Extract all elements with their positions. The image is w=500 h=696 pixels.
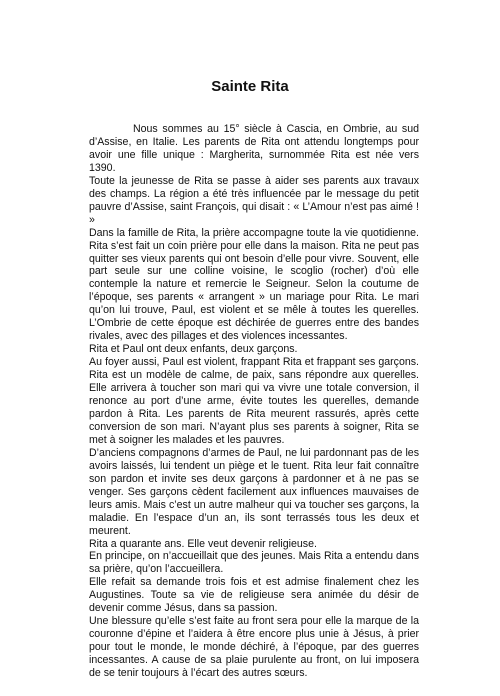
paragraph-children: Rita et Paul ont deux enfants, deux garçons. bbox=[89, 343, 298, 356]
page-title: Sainte Rita bbox=[211, 78, 289, 95]
paragraph-youth: Toute la jeunesse de Rita se passe à aider ses parents aux travaux des champs. La région a été très influencée par le message du petit pauvre d’Assise, saint François, qui disait : « L’Amour n’est pas aimé ! » bbox=[89, 174, 419, 226]
paragraph-wound: Une blessure qu’elle s’est faite au front sera pour elle la marque de la couronne d’épine et l’aidera à être encore plus unie à Jésus, à prier pour tout le monde, le monde déchiré, à l’époque, par des guerres incessantes. A cause de sa plaie purulente au front, on lui imposera de se tenir toujours à l’écart des autres sœurs. bbox=[89, 615, 419, 680]
paragraph-family-prayer: Dans la famille de Rita, la prière accompagne toute la vie quotidienne. Rita s’est fait un coin prière pour elle dans la maison. Rita ne peut pas quitter ses vieux parents qui ont besoin d’elle pour vivre. Souvent, elle part seule sur une colline voisine, le scoglio (rocher) d’où elle contemple la nature et remercie le Seigneur. Selon la coutume de l’époque, ses parents « arrangent » un mariage pour Rita. Le mari qu’on lui trouve, Paul, est violent et se mêle à toutes les querelles. L’Ombrie de cette époque est déchirée de guerres entre des bandes rivales, avec des pillages et des violences incessantes. bbox=[89, 226, 419, 343]
paragraph-augustines: Elle refait sa demande trois fois et est admise finalement chez les Augustines. Toute sa vie de religieuse sera animée du désir de devenir comme Jésus, dans sa passion. bbox=[89, 576, 419, 615]
paragraph-conversion: Au foyer aussi, Paul est violent, frappant Rita et frappant ses garçons. Rita est un modèle de calme, de paix, sans répondre aux querelles. Elle arrivera à toucher son mari qui va vivre une totale conversion, il renonce au port d’une arme, évite toutes les querelles, demande pardon à Rita. Les parents de Rita meurent rassurés, après cette conversion de son mari. N’ayant plus ses parents à soigner, Rita se met à soigner les malades et les pauvres. bbox=[89, 356, 419, 446]
paragraph-intro: Nous sommes au 15° siècle à Cascia, en Ombrie, au sud d’Assise, en Italie. Les parents de Rita ont attendu longtemps pour avoir une fille unique : Margherita, surnommée Rita est née vers 1390. bbox=[89, 123, 419, 174]
document-body bbox=[89, 123, 419, 680]
paragraph-acceptance: En principe, on n’accueillait que des jeunes. Mais Rita a entendu dans sa prière, qu’on l’accueillera. bbox=[89, 550, 419, 576]
paragraph-vocation: Rita a quarante ans. Elle veut devenir religieuse. bbox=[89, 537, 317, 550]
paragraph-forgiveness: D’anciens compagnons d’armes de Paul, ne lui pardonnant pas de les avoirs laissés, lui tendent un piège et le tuent. Rita leur fait connaître son pardon et invite ses deux garçons à pardonner et à ne pas se venger. Ses garçons cèdent facilement aux influences mauvaises de leurs amis. Mais c’est un autre malheur qui va toucher ses garçons, la maladie. En l’espace d’un an, ils sont terrassés tous les deux et meurent. bbox=[89, 446, 419, 537]
